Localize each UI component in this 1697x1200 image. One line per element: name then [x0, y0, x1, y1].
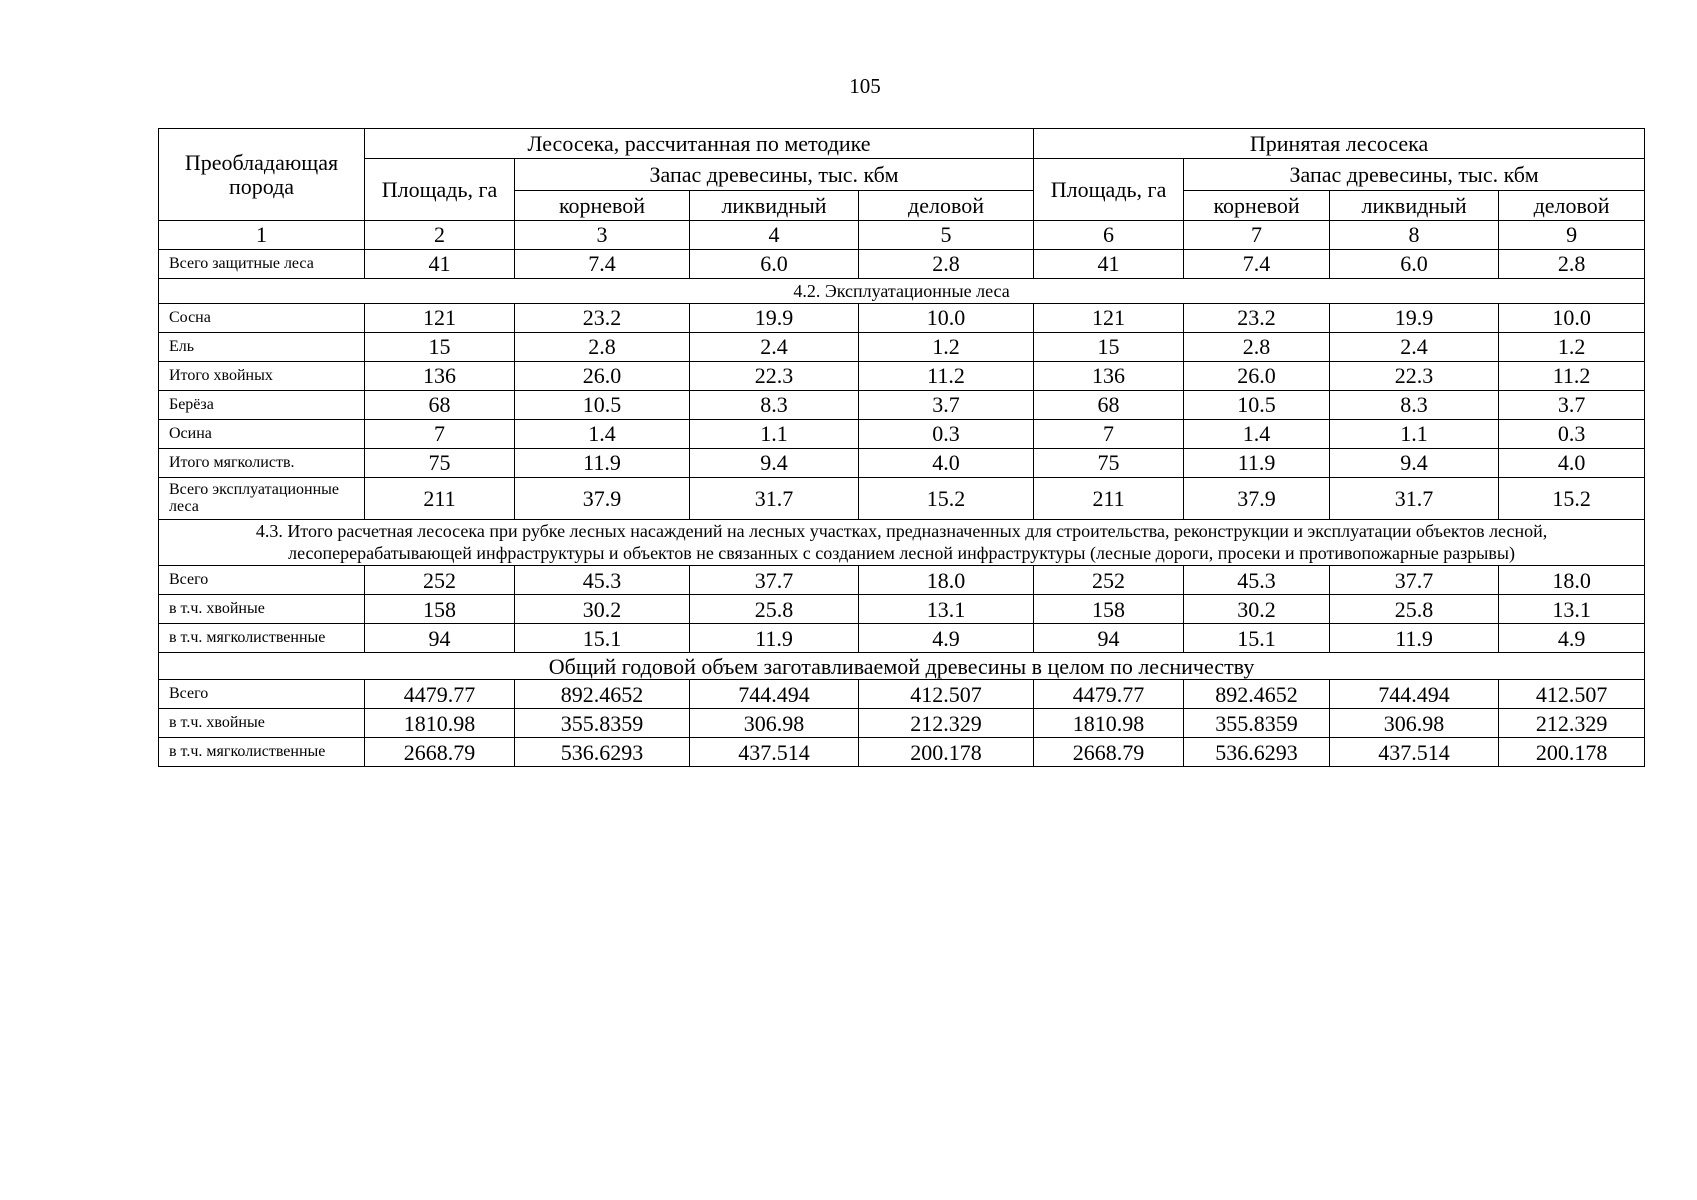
table-cell: 158 — [365, 595, 515, 624]
table-cell: 3.7 — [1499, 391, 1645, 420]
table-cell: 212.329 — [1499, 709, 1645, 738]
table-cell: 212.329 — [859, 709, 1034, 738]
table-cell: 1.1 — [1330, 420, 1499, 449]
row-label: Ель — [159, 333, 365, 362]
table-cell: 1.1 — [690, 420, 859, 449]
table-cell: 4.9 — [1499, 624, 1645, 653]
table-cell: 1.2 — [859, 333, 1034, 362]
row-label: Всего — [159, 566, 365, 595]
table-cell: 4479.77 — [1034, 680, 1184, 709]
table-row — [159, 566, 1645, 595]
table-cell: 412.507 — [1499, 680, 1645, 709]
column-number-row — [159, 221, 1645, 250]
table-cell: 37.9 — [1184, 478, 1330, 520]
column-number: 6 — [1034, 221, 1184, 250]
table-cell: 6.0 — [1330, 250, 1499, 279]
table-cell: 18.0 — [1499, 566, 1645, 595]
table-cell: 37.7 — [690, 566, 859, 595]
table-row — [159, 391, 1645, 420]
table-cell: 252 — [1034, 566, 1184, 595]
table-cell: 7 — [365, 420, 515, 449]
table-cell: 892.4652 — [1184, 680, 1330, 709]
page-number: 105 — [849, 74, 881, 98]
table-cell: 41 — [1034, 250, 1184, 279]
header-root: корневой — [515, 191, 690, 221]
table-cell: 892.4652 — [515, 680, 690, 709]
table-cell: 536.6293 — [515, 738, 690, 767]
table-cell: 211 — [365, 478, 515, 520]
table-row — [159, 595, 1645, 624]
row-label: в т.ч. хвойные — [159, 595, 365, 624]
table-cell: 2668.79 — [1034, 738, 1184, 767]
table-cell: 41 — [365, 250, 515, 279]
header-area: Площадь, га — [365, 159, 515, 221]
header-group-accepted: Принятая лесосека — [1034, 129, 1645, 159]
table-cell: 7.4 — [515, 250, 690, 279]
table-cell: 23.2 — [1184, 304, 1330, 333]
header-business: деловой — [1499, 191, 1645, 221]
table-cell: 68 — [1034, 391, 1184, 420]
section-row — [159, 653, 1645, 680]
row-label: Итого мягколиств. — [159, 449, 365, 478]
table-cell: 355.8359 — [515, 709, 690, 738]
table-cell: 121 — [365, 304, 515, 333]
row-label: в т.ч. мягколиственные — [159, 624, 365, 653]
header-business: деловой — [859, 191, 1034, 221]
section-title: 4.3. Итого расчетная лесосека при рубке лесных насаждений на лесных участках, предназначенных для строительства, реконструкции и эксплуатации объектов лесной, лесоперерабатывающей инфраструктуры и объектов не связанных с созданием лесной инфраструктуры (лесные дороги, просеки и противопожарные разрывы) — [159, 520, 1645, 566]
table-cell: 158 — [1034, 595, 1184, 624]
row-label: Всего защитные леса — [159, 250, 365, 279]
harvest-table — [158, 128, 1645, 767]
table-cell: 7 — [1034, 420, 1184, 449]
section-title: Общий годовой объем заготавливаемой древесины в целом по лесничеству — [159, 653, 1645, 680]
table-cell: 2.8 — [859, 250, 1034, 279]
table-cell: 15 — [1034, 333, 1184, 362]
table-row — [159, 738, 1645, 767]
table-cell: 30.2 — [1184, 595, 1330, 624]
table-cell: 23.2 — [515, 304, 690, 333]
table-cell: 4.9 — [859, 624, 1034, 653]
table-row — [159, 333, 1645, 362]
table-row — [159, 250, 1645, 279]
table-cell: 10.0 — [1499, 304, 1645, 333]
table-cell: 0.3 — [859, 420, 1034, 449]
column-number: 4 — [690, 221, 859, 250]
column-number: 3 — [515, 221, 690, 250]
table-cell: 2.4 — [690, 333, 859, 362]
table-cell: 15 — [365, 333, 515, 362]
table-cell: 4.0 — [859, 449, 1034, 478]
table-cell: 7.4 — [1184, 250, 1330, 279]
table-cell: 200.178 — [859, 738, 1034, 767]
table-cell: 306.98 — [690, 709, 859, 738]
table-cell: 26.0 — [1184, 362, 1330, 391]
table-cell: 11.9 — [515, 449, 690, 478]
table-cell: 25.8 — [1330, 595, 1499, 624]
section-row — [159, 520, 1645, 566]
table-cell: 15.1 — [515, 624, 690, 653]
header-species: Преобладающая порода — [159, 129, 365, 221]
table-cell: 15.1 — [1184, 624, 1330, 653]
table-cell: 31.7 — [690, 478, 859, 520]
table-cell: 1.2 — [1499, 333, 1645, 362]
table-cell: 13.1 — [859, 595, 1034, 624]
table-cell: 8.3 — [690, 391, 859, 420]
table-row — [159, 304, 1645, 333]
table-cell: 22.3 — [690, 362, 859, 391]
table-row — [159, 420, 1645, 449]
table-cell: 68 — [365, 391, 515, 420]
row-label: Всего эксплуатационные леса — [159, 478, 365, 520]
row-label: в т.ч. мягколиственные — [159, 738, 365, 767]
table-cell: 1810.98 — [1034, 709, 1184, 738]
table-cell: 200.178 — [1499, 738, 1645, 767]
table-cell: 4479.77 — [365, 680, 515, 709]
table-cell: 2.8 — [1184, 333, 1330, 362]
table-cell: 8.3 — [1330, 391, 1499, 420]
section-title: 4.2. Эксплуатационные леса — [159, 279, 1645, 304]
table-cell: 744.494 — [690, 680, 859, 709]
table-cell: 211 — [1034, 478, 1184, 520]
table-cell: 15.2 — [859, 478, 1034, 520]
table-row — [159, 624, 1645, 653]
column-number: 8 — [1330, 221, 1499, 250]
table-cell: 15.2 — [1499, 478, 1645, 520]
header-area: Площадь, га — [1034, 159, 1184, 221]
table-cell: 121 — [1034, 304, 1184, 333]
table-cell: 136 — [1034, 362, 1184, 391]
section-row — [159, 279, 1645, 304]
table-cell: 2.8 — [515, 333, 690, 362]
table-cell: 45.3 — [1184, 566, 1330, 595]
table-cell: 1810.98 — [365, 709, 515, 738]
table-body — [159, 250, 1645, 767]
table-cell: 437.514 — [1330, 738, 1499, 767]
table-cell: 37.9 — [515, 478, 690, 520]
header-root: корневой — [1184, 191, 1330, 221]
column-number: 2 — [365, 221, 515, 250]
table-cell: 2668.79 — [365, 738, 515, 767]
row-label: Осина — [159, 420, 365, 449]
table-cell: 94 — [1034, 624, 1184, 653]
table-cell: 9.4 — [1330, 449, 1499, 478]
table-cell: 0.3 — [1499, 420, 1645, 449]
table-cell: 19.9 — [690, 304, 859, 333]
table-cell: 744.494 — [1330, 680, 1499, 709]
table-cell: 3.7 — [859, 391, 1034, 420]
row-label: Сосна — [159, 304, 365, 333]
table-row — [159, 449, 1645, 478]
table-cell: 136 — [365, 362, 515, 391]
table-cell: 11.2 — [1499, 362, 1645, 391]
table-header — [159, 129, 1645, 250]
table-cell: 37.7 — [1330, 566, 1499, 595]
table-row — [159, 362, 1645, 391]
table-cell: 355.8359 — [1184, 709, 1330, 738]
table-cell: 22.3 — [1330, 362, 1499, 391]
header-liquid: ликвидный — [690, 191, 859, 221]
table-cell: 11.9 — [1184, 449, 1330, 478]
header-stock: Запас древесины, тыс. кбм — [1184, 159, 1645, 191]
column-number: 9 — [1499, 221, 1645, 250]
table-cell: 9.4 — [690, 449, 859, 478]
table-cell: 13.1 — [1499, 595, 1645, 624]
table-cell: 6.0 — [690, 250, 859, 279]
row-label: Итого хвойных — [159, 362, 365, 391]
table-cell: 11.2 — [859, 362, 1034, 391]
table-cell: 25.8 — [690, 595, 859, 624]
table-cell: 2.4 — [1330, 333, 1499, 362]
column-number: 5 — [859, 221, 1034, 250]
table-cell: 30.2 — [515, 595, 690, 624]
table-cell: 10.5 — [515, 391, 690, 420]
table-row — [159, 709, 1645, 738]
table-cell: 4.0 — [1499, 449, 1645, 478]
column-number: 1 — [159, 221, 365, 250]
header-stock: Запас древесины, тыс. кбм — [515, 159, 1034, 191]
header-liquid: ликвидный — [1330, 191, 1499, 221]
table-cell: 306.98 — [1330, 709, 1499, 738]
table-cell: 252 — [365, 566, 515, 595]
table-cell: 412.507 — [859, 680, 1034, 709]
table-cell: 11.9 — [690, 624, 859, 653]
table-cell: 10.5 — [1184, 391, 1330, 420]
table-row — [159, 680, 1645, 709]
table-cell: 437.514 — [690, 738, 859, 767]
table-cell: 75 — [1034, 449, 1184, 478]
row-label: в т.ч. хвойные — [159, 709, 365, 738]
table-cell: 75 — [365, 449, 515, 478]
row-label: Всего — [159, 680, 365, 709]
table-cell: 26.0 — [515, 362, 690, 391]
column-number: 7 — [1184, 221, 1330, 250]
table-row — [159, 478, 1645, 520]
row-label: Берёза — [159, 391, 365, 420]
header-group-calc: Лесосека, рассчитанная по методике — [365, 129, 1034, 159]
table-cell: 11.9 — [1330, 624, 1499, 653]
table-cell: 10.0 — [859, 304, 1034, 333]
table-cell: 45.3 — [515, 566, 690, 595]
table-cell: 18.0 — [859, 566, 1034, 595]
table-cell: 31.7 — [1330, 478, 1499, 520]
table-cell: 536.6293 — [1184, 738, 1330, 767]
table-cell: 1.4 — [515, 420, 690, 449]
table-cell: 19.9 — [1330, 304, 1499, 333]
table-cell: 1.4 — [1184, 420, 1330, 449]
table-cell: 94 — [365, 624, 515, 653]
table-cell: 2.8 — [1499, 250, 1645, 279]
